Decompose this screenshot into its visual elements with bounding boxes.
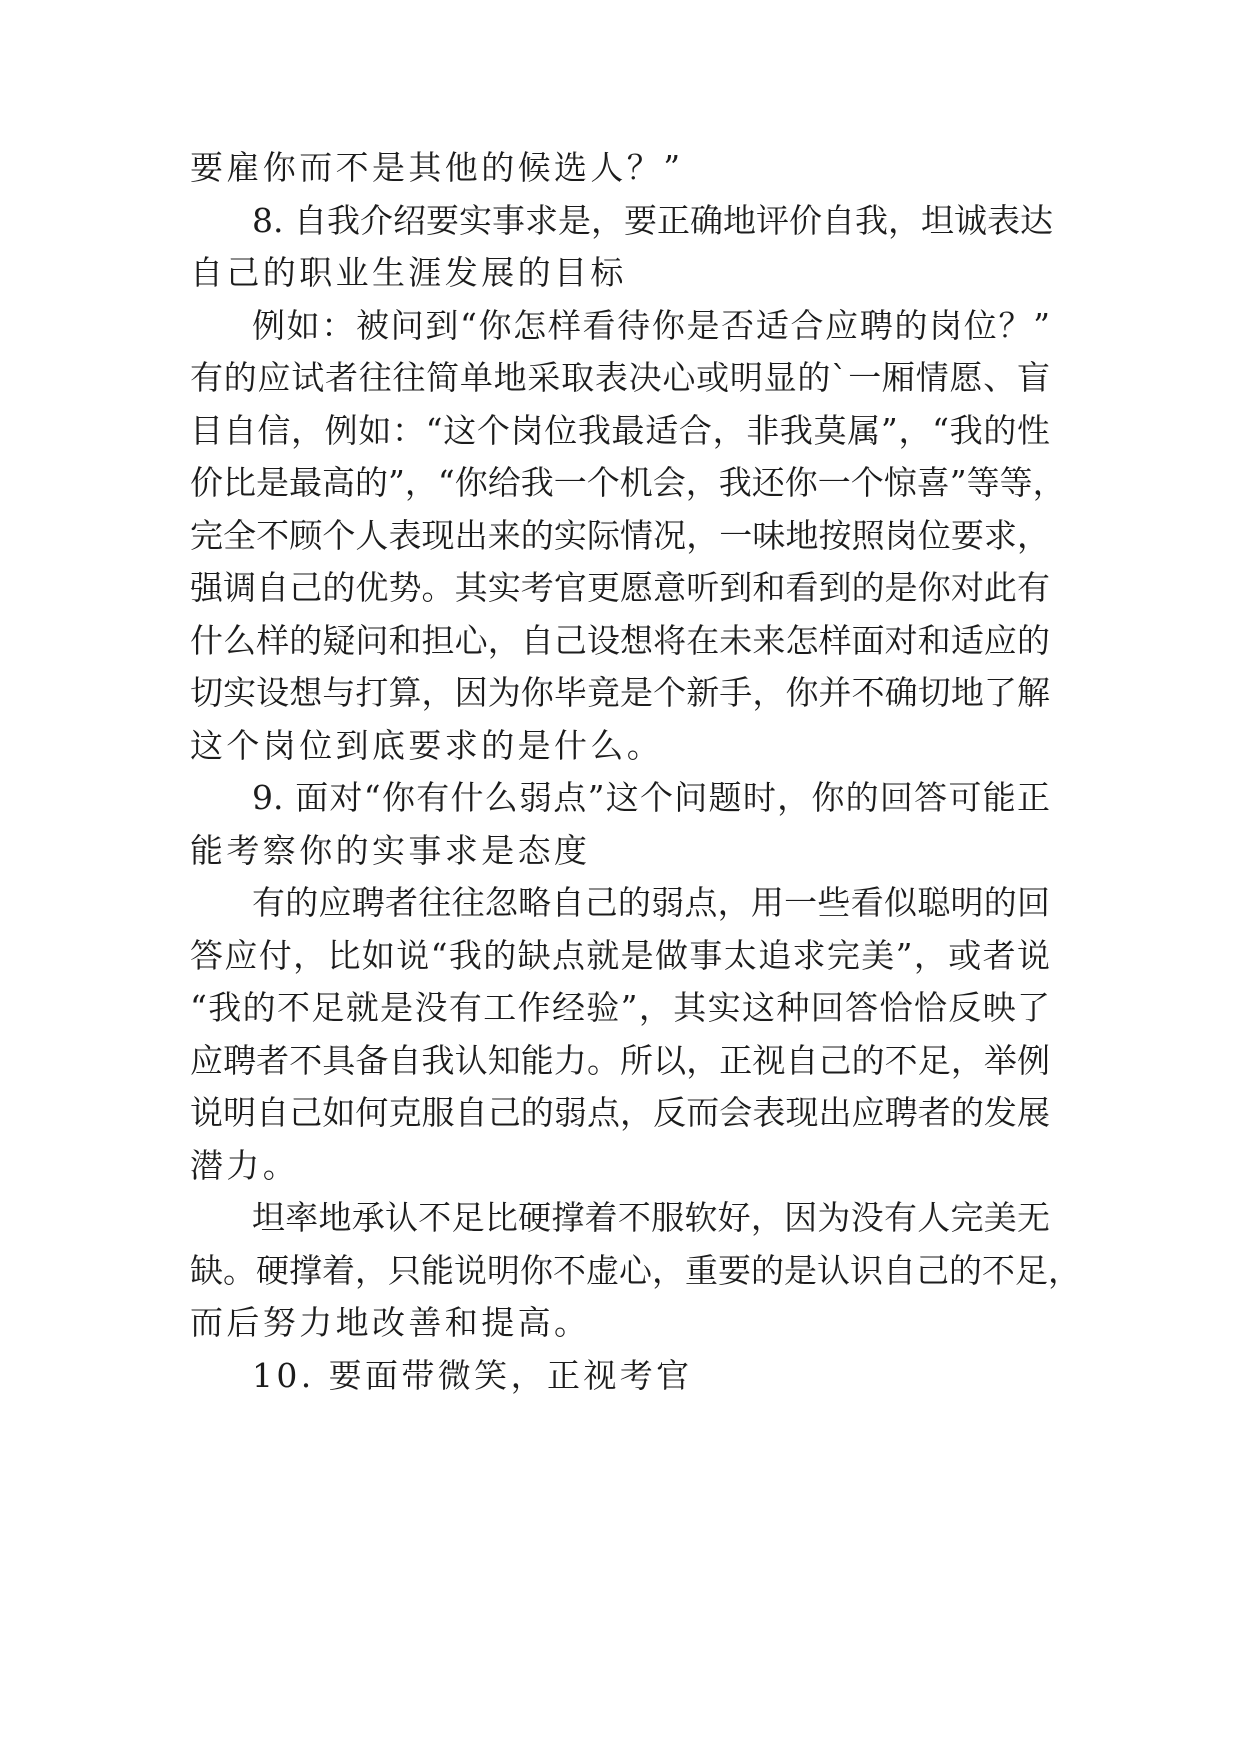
text-line: 缺。硬撑着，只能说明你不虚心，重要的是认识自己的不足， bbox=[190, 1251, 1081, 1290]
text-line: 有的应聘者往往忽略自己的弱点，用一些看似聪明的回 bbox=[252, 883, 1050, 922]
text-line: 例如：被问到“你怎样看待你是否适合应聘的岗位？” bbox=[252, 306, 1050, 345]
heading-item-9: 9. 面对“你有什么弱点”这个问题时，你的回答可能正 bbox=[252, 778, 1050, 817]
text-line: 强调自己的优势。其实考官更愿意听到和看到的是你对此有 bbox=[190, 568, 1050, 607]
text-line: 答应付，比如说“我的缺点就是做事太追求完美”，或者说 bbox=[190, 936, 1050, 975]
text-line: 而后努力地改善和提高。 bbox=[190, 1303, 591, 1342]
text-line: 坦率地承认不足比硬撑着不服软好，因为没有人完美无 bbox=[252, 1198, 1050, 1237]
text-line: 价比是最高的”，“你给我一个机会，我还你一个惊喜”等等， bbox=[190, 463, 1066, 502]
text-line: 自己的职业生涯发展的目标 bbox=[190, 253, 627, 292]
text-line: 完全不顾个人表现出来的实际情况，一味地按照岗位要求， bbox=[190, 516, 1050, 555]
heading-item-10: 10. 要面带微笑，正视考官 bbox=[252, 1356, 693, 1395]
text-line: 这个岗位到底要求的是什么。 bbox=[190, 726, 664, 765]
text-line: 能考察你的实事求是态度 bbox=[190, 831, 591, 870]
text-line: “我的不足就是没有工作经验”，其实这种回答恰恰反映了 bbox=[190, 988, 1050, 1027]
text-line: 潜力。 bbox=[190, 1146, 300, 1185]
text-line: 有的应试者往往简单地采取表决心或明显的`一厢情愿、盲 bbox=[190, 358, 1050, 397]
text-line: 应聘者不具备自我认知能力。所以，正视自己的不足，举例 bbox=[190, 1041, 1050, 1080]
text-line: 什么样的疑问和担心，自己设想将在未来怎样面对和适应的 bbox=[190, 621, 1050, 660]
text-line: 说明自己如何克服自己的弱点，反而会表现出应聘者的发展 bbox=[190, 1093, 1050, 1132]
text-line: 切实设想与打算，因为你毕竟是个新手，你并不确切地了解 bbox=[190, 673, 1050, 712]
heading-item-8: 8. 自我介绍要实事求是，要正确地评价自我，坦诚表达 bbox=[252, 201, 1053, 240]
text-line: 目自信，例如：“这个岗位我最适合，非我莫属”，“我的性 bbox=[190, 411, 1050, 450]
text-line: 要雇你而不是其他的候选人？” bbox=[190, 148, 684, 187]
